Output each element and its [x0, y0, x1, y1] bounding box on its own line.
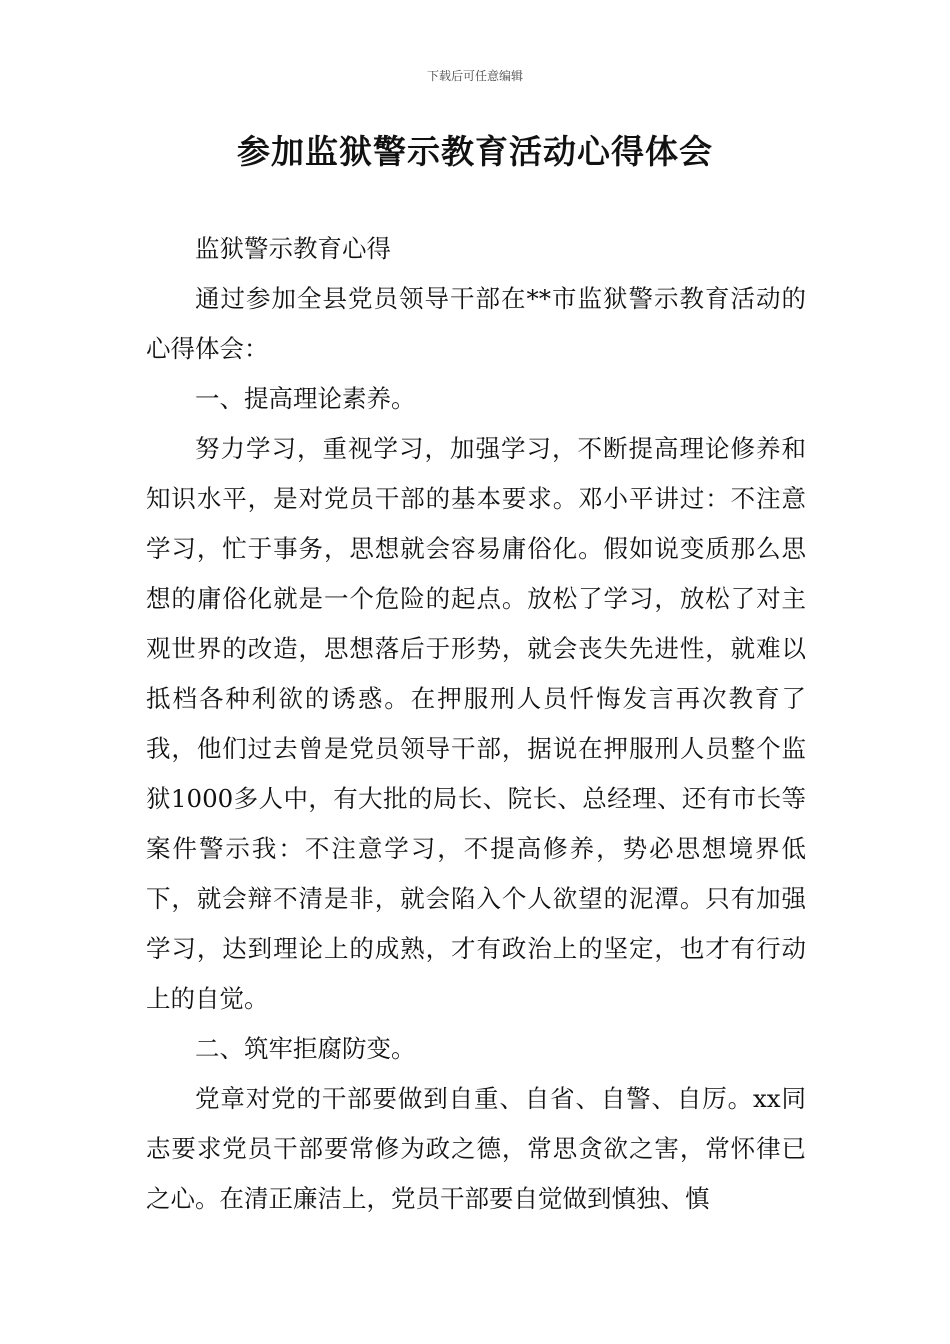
paragraph-intro: 通过参加全县党员领导干部在**市监狱警示教育活动的心得体会：: [146, 284, 806, 363]
section-heading-1: 一、提高理论素养。: [195, 384, 416, 413]
paragraph-subtitle: 监狱警示教育心得: [195, 234, 391, 263]
paragraph-section-2: 党章对党的干部要做到自重、自省、自警、自厉。xx同志要求党员干部要常修为政之德，常思贪欲之害，常怀律已之心。在清正廉洁上，党员干部要自觉做到慎独、慎: [146, 1084, 806, 1213]
document-title: 参加监狱警示教育活动心得体会: [237, 132, 713, 171]
section-heading-2: 二、筑牢拒腐防变。: [195, 1034, 416, 1063]
document-body: [146, 224, 806, 1224]
paragraph-section-1: 努力学习，重视学习，加强学习，不断提高理论修养和知识水平，是对党员干部的基本要求。邓小平讲过：不注意学习，忙于事务，思想就会容易庸俗化。假如说变质那么思想的庸俗化就是一个危险的起点。放松了学习，放松了对主观世界的改造，思想落后于形势，就会丧失先进性，就难以抵档各种利欲的诱惑。在押服刑人员忏悔发言再次教育了我，他们过去曾是党员领导干部，据说在押服刑人员整个监狱1000多人中，有大批的局长、院长、总经理、还有市长等案件警示我：不注意学习，不提高修养，势必思想境界低下，就会辩不清是非，就会陷入个人欲望的泥潭。只有加强学习，达到理论上的成熟，才有政治上的坚定，也才有行动上的自觉。: [146, 434, 806, 1013]
header-note: 下载后可任意编辑: [426, 69, 523, 83]
